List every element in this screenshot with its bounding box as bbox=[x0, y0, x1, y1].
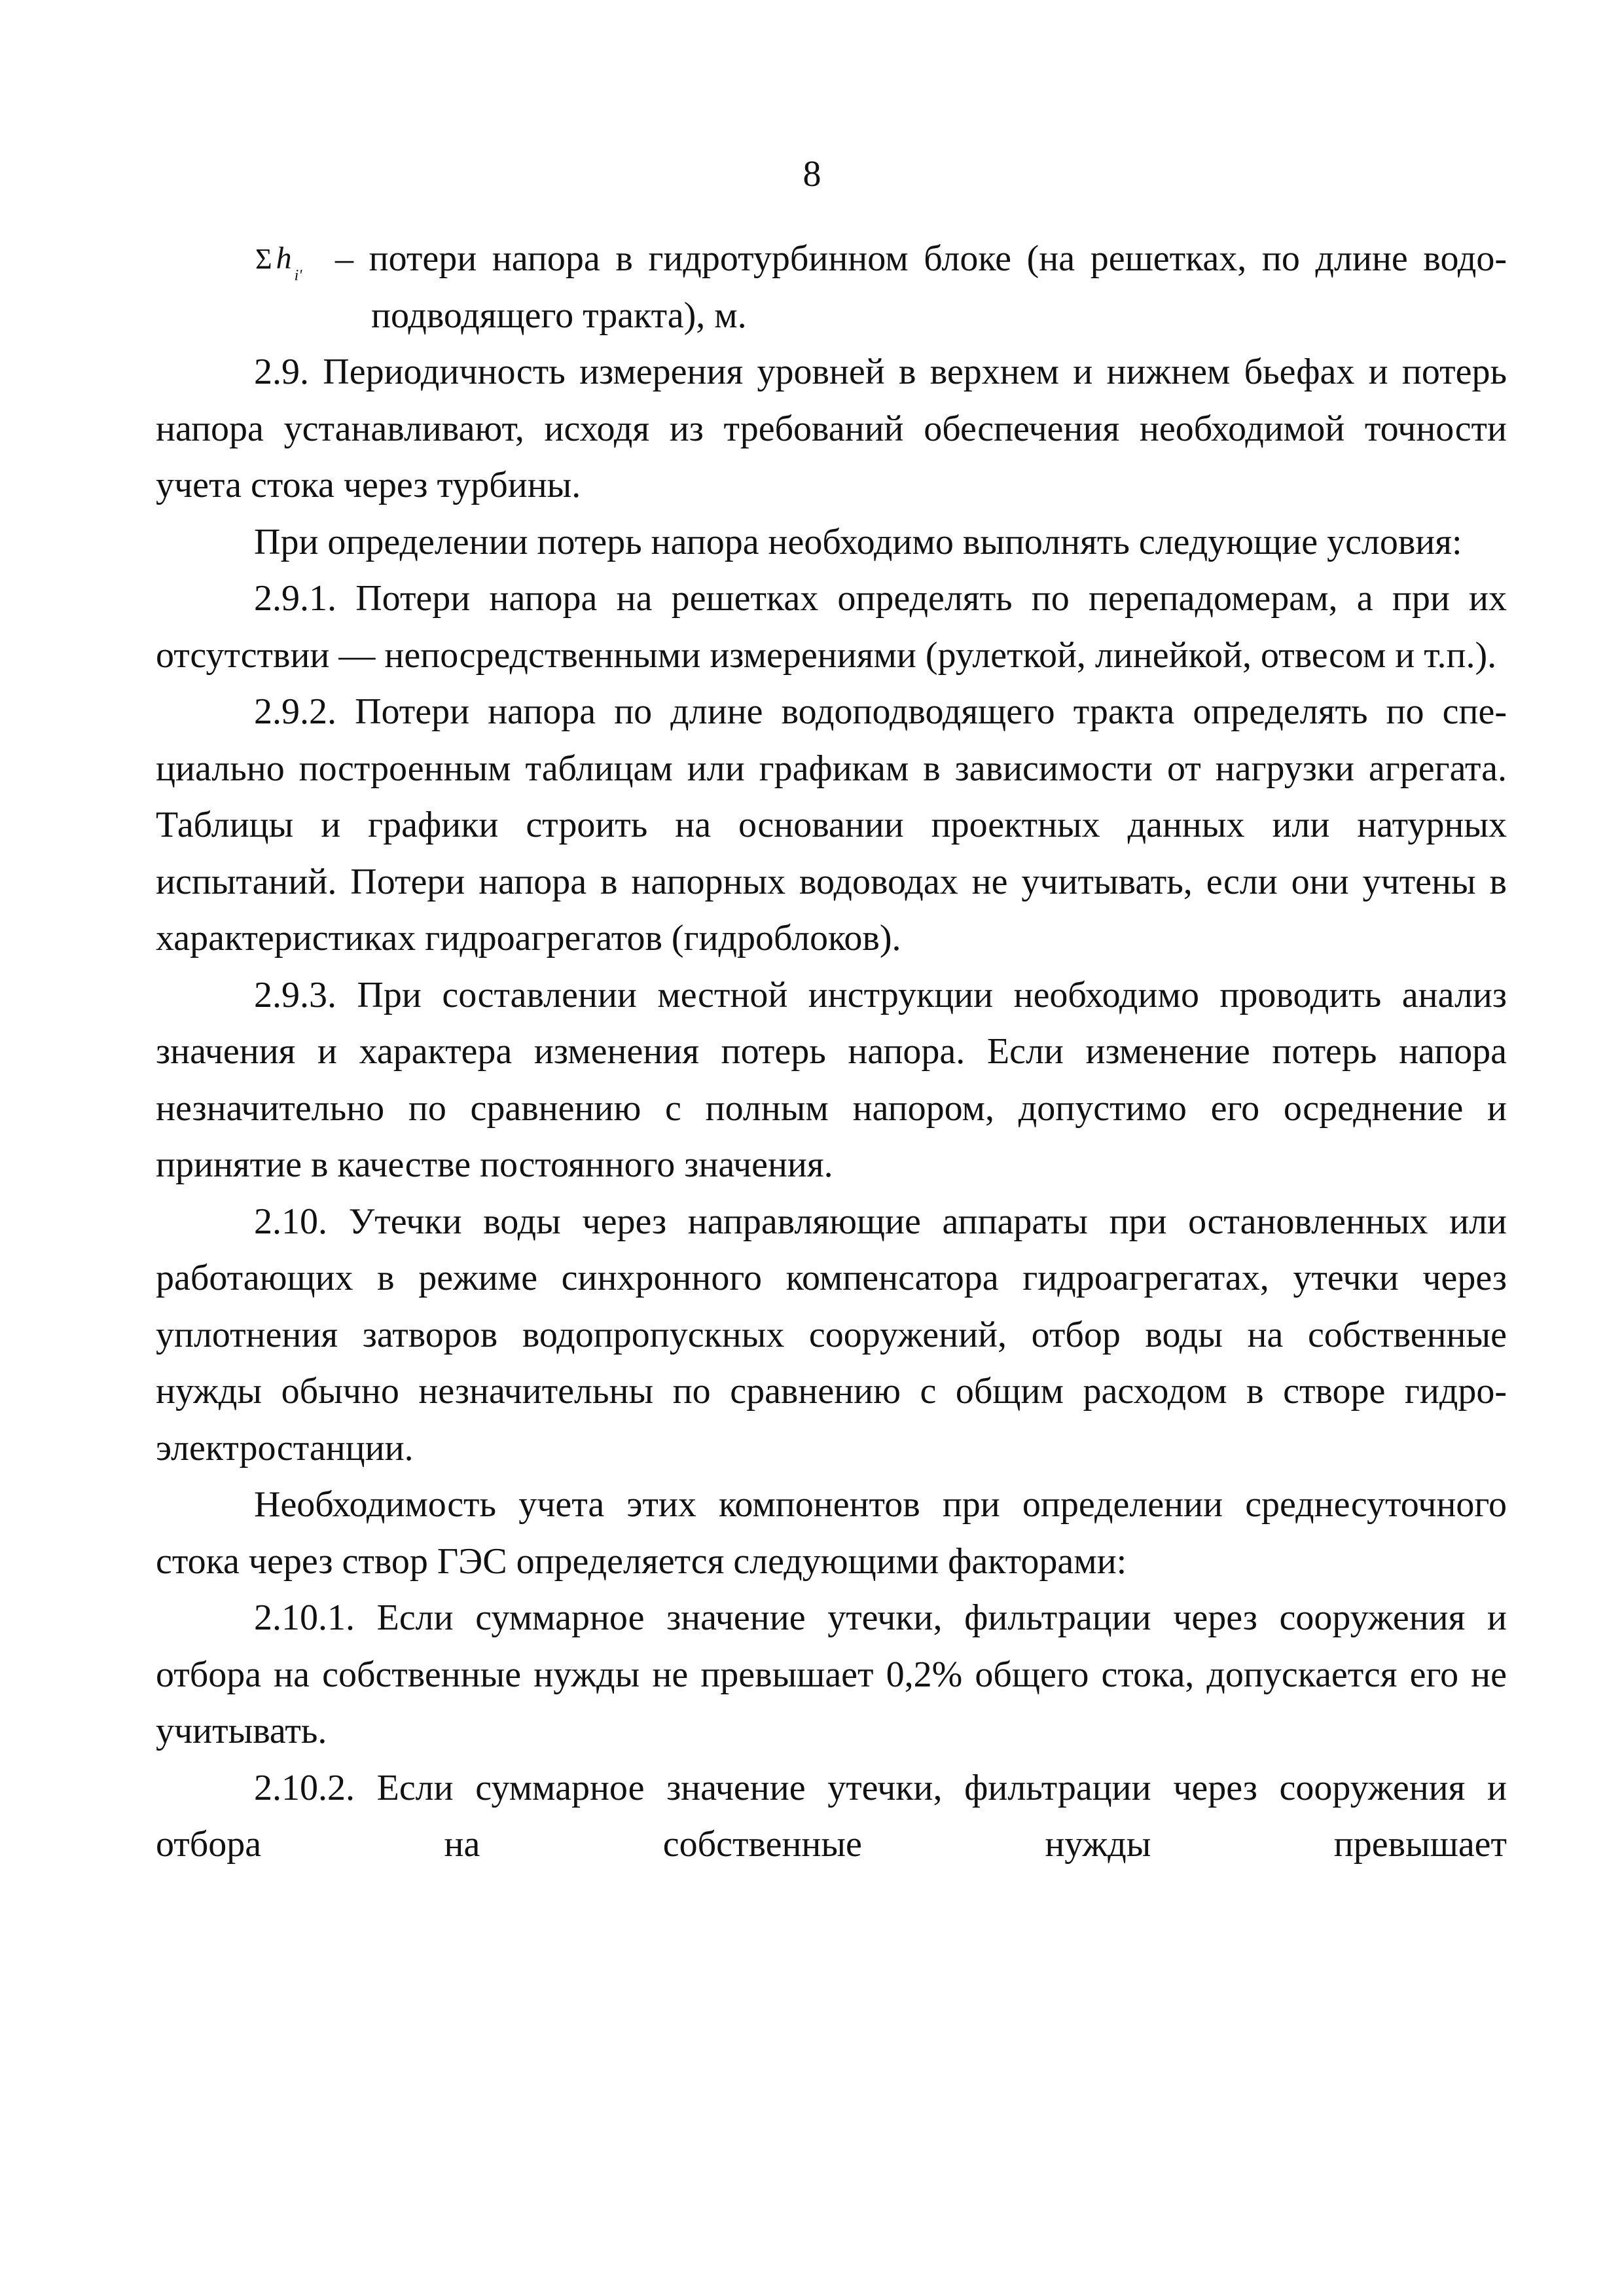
h-symbol: h bbox=[276, 241, 292, 276]
definition-row bbox=[156, 230, 1507, 344]
subscript-i: iʹ bbox=[294, 267, 302, 284]
definition-line-2: подводящего тракта), м. bbox=[371, 295, 747, 336]
paragraph-2-9-2: 2.9.2. Потери напора по длине водоподводящего тракта определять по специально построенным таблицам или графикам в зависимости от нагрузки агрегата. Таблицы и графики строить на основании проектных данных или натурных испытаний. Потери напора в напорных водоводах не учитывать, если они учтены в характеристиках гидроагрегатов (гидроблоков). bbox=[156, 691, 1507, 958]
sum-h-symbol bbox=[255, 230, 302, 293]
paragraph-2-9-1: 2.9.1. Потери напора на решетках определять по перепадомерам, а при их отсутствии — непосредственными измерениями (рулеткой, линейкой, отвесом и т.п.). bbox=[156, 578, 1507, 676]
definition-line-1: – потери напора в гидротурбинном блоке (на решетках, по длине водо- bbox=[335, 238, 1507, 279]
sigma-symbol: Σ bbox=[255, 243, 272, 275]
paragraph-2-10: 2.10. Утечки воды через направляющие аппараты при остановленных или работающих в режиме синхронного компенсатора гидроагрегатах, утечки через уплотнения затворов водопропускных сооружений, отбор воды на собственные нужды обычно незначительны по сравнению с общим расходом в створе гидроэлектростанции. bbox=[156, 1201, 1507, 1468]
paragraph-conditions-intro: При определении потерь напора необходимо выполнять следующие условия: bbox=[254, 521, 1462, 562]
paragraph-2-9: 2.9. Периодичность измерения уровней в верхнем и нижнем бьефах и потерь напора устанавливают, исходя из требований обеспечения необходимой точности учета стока через турбины. bbox=[156, 352, 1507, 505]
page-number: 8 bbox=[803, 154, 821, 194]
paragraph-2-10-2: 2.10.2. Если суммарное значение утечки, фильтрации через сооружения и отбора на собственные нужды превышает bbox=[156, 1767, 1507, 1865]
body-text bbox=[156, 230, 1507, 1873]
paragraph-2-10-1: 2.10.1. Если суммарное значение утечки, фильтрации через сооружения и отбора на собственные нужды не превышает 0,2% общего стока, допускается его не учитывать. bbox=[156, 1597, 1507, 1751]
paragraph-2-9-3: 2.9.3. При составлении местной инструкции необходимо проводить анализ значения и характера изменения потерь напора. Если изменение потерь напора незначительно по сравнению с полным напором, допустимо его осреднение и принятие в качестве постоянного значения. bbox=[156, 974, 1507, 1185]
definition-text bbox=[335, 230, 1507, 344]
paragraph-factors-intro: Необходимость учета этих компонентов при определении среднесуточного стока через створ ГЭС определяется следующими факторами: bbox=[156, 1484, 1507, 1582]
